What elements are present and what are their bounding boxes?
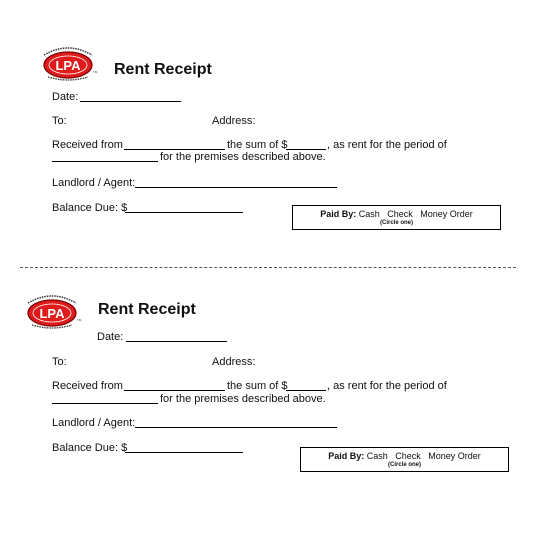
period-field[interactable] [52, 161, 158, 162]
balance-label: Balance Due: $ [52, 202, 128, 214]
payment-option-cash[interactable]: Cash [358, 209, 380, 219]
premises-label: for the premises described above. [160, 151, 326, 163]
received-from-label: Received from [52, 380, 123, 392]
paid-by-line [293, 209, 500, 220]
address-label: Address: [212, 115, 256, 127]
date-field[interactable] [80, 101, 181, 102]
period-field[interactable] [52, 403, 158, 404]
rent-period-label: , as rent for the period of [327, 380, 447, 392]
to-label: To: [52, 115, 67, 127]
date-field[interactable] [126, 341, 227, 342]
balance-label: Balance Due: $ [52, 442, 128, 454]
lpa-logo-icon [22, 291, 82, 331]
payment-option-money-order[interactable]: Money Order [428, 451, 481, 461]
payment-option-check[interactable]: Check [387, 209, 413, 219]
sum-label: the sum of $ [227, 380, 288, 392]
received-from-field[interactable] [124, 149, 225, 150]
sum-label: the sum of $ [227, 139, 288, 151]
rent-period-label: , as rent for the period of [327, 139, 447, 151]
received-from-label: Received from [52, 139, 123, 151]
to-label: To: [52, 356, 67, 368]
date-label: Date: [97, 331, 124, 343]
balance-field[interactable] [125, 452, 243, 453]
payment-option-money-order[interactable]: Money Order [420, 209, 473, 219]
landlord-label: Landlord / Agent: [52, 177, 136, 189]
address-label: Address: [212, 356, 256, 368]
sum-field[interactable] [286, 149, 326, 150]
paid-by-box [300, 447, 509, 472]
circle-one-note: (Circle one) [387, 462, 421, 468]
date-label: Date: [52, 91, 79, 103]
lpa-logo-icon [38, 43, 98, 83]
svg-text:TM: TM [93, 70, 98, 74]
payment-option-cash[interactable]: Cash [366, 451, 388, 461]
paid-by-label: Paid By: [320, 209, 357, 219]
landlord-field[interactable] [135, 187, 337, 188]
receipt-title: Rent Receipt [98, 301, 196, 318]
landlord-field[interactable] [135, 427, 337, 428]
payment-option-check[interactable]: Check [395, 451, 421, 461]
circle-one-note: (Circle one) [379, 220, 413, 226]
logo-lettering: LPA [55, 58, 81, 73]
paid-by-line [301, 451, 508, 462]
cut-line-divider [20, 267, 516, 268]
sum-field[interactable] [286, 390, 326, 391]
balance-field[interactable] [125, 212, 243, 213]
logo-lettering: LPA [39, 306, 65, 321]
paid-by-label: Paid By: [328, 451, 365, 461]
premises-label: for the premises described above. [160, 393, 326, 405]
svg-text:TM: TM [77, 318, 82, 322]
landlord-label: Landlord / Agent: [52, 417, 136, 429]
receipt-title: Rent Receipt [114, 61, 212, 78]
received-from-field[interactable] [124, 390, 225, 391]
paid-by-box [292, 205, 501, 230]
